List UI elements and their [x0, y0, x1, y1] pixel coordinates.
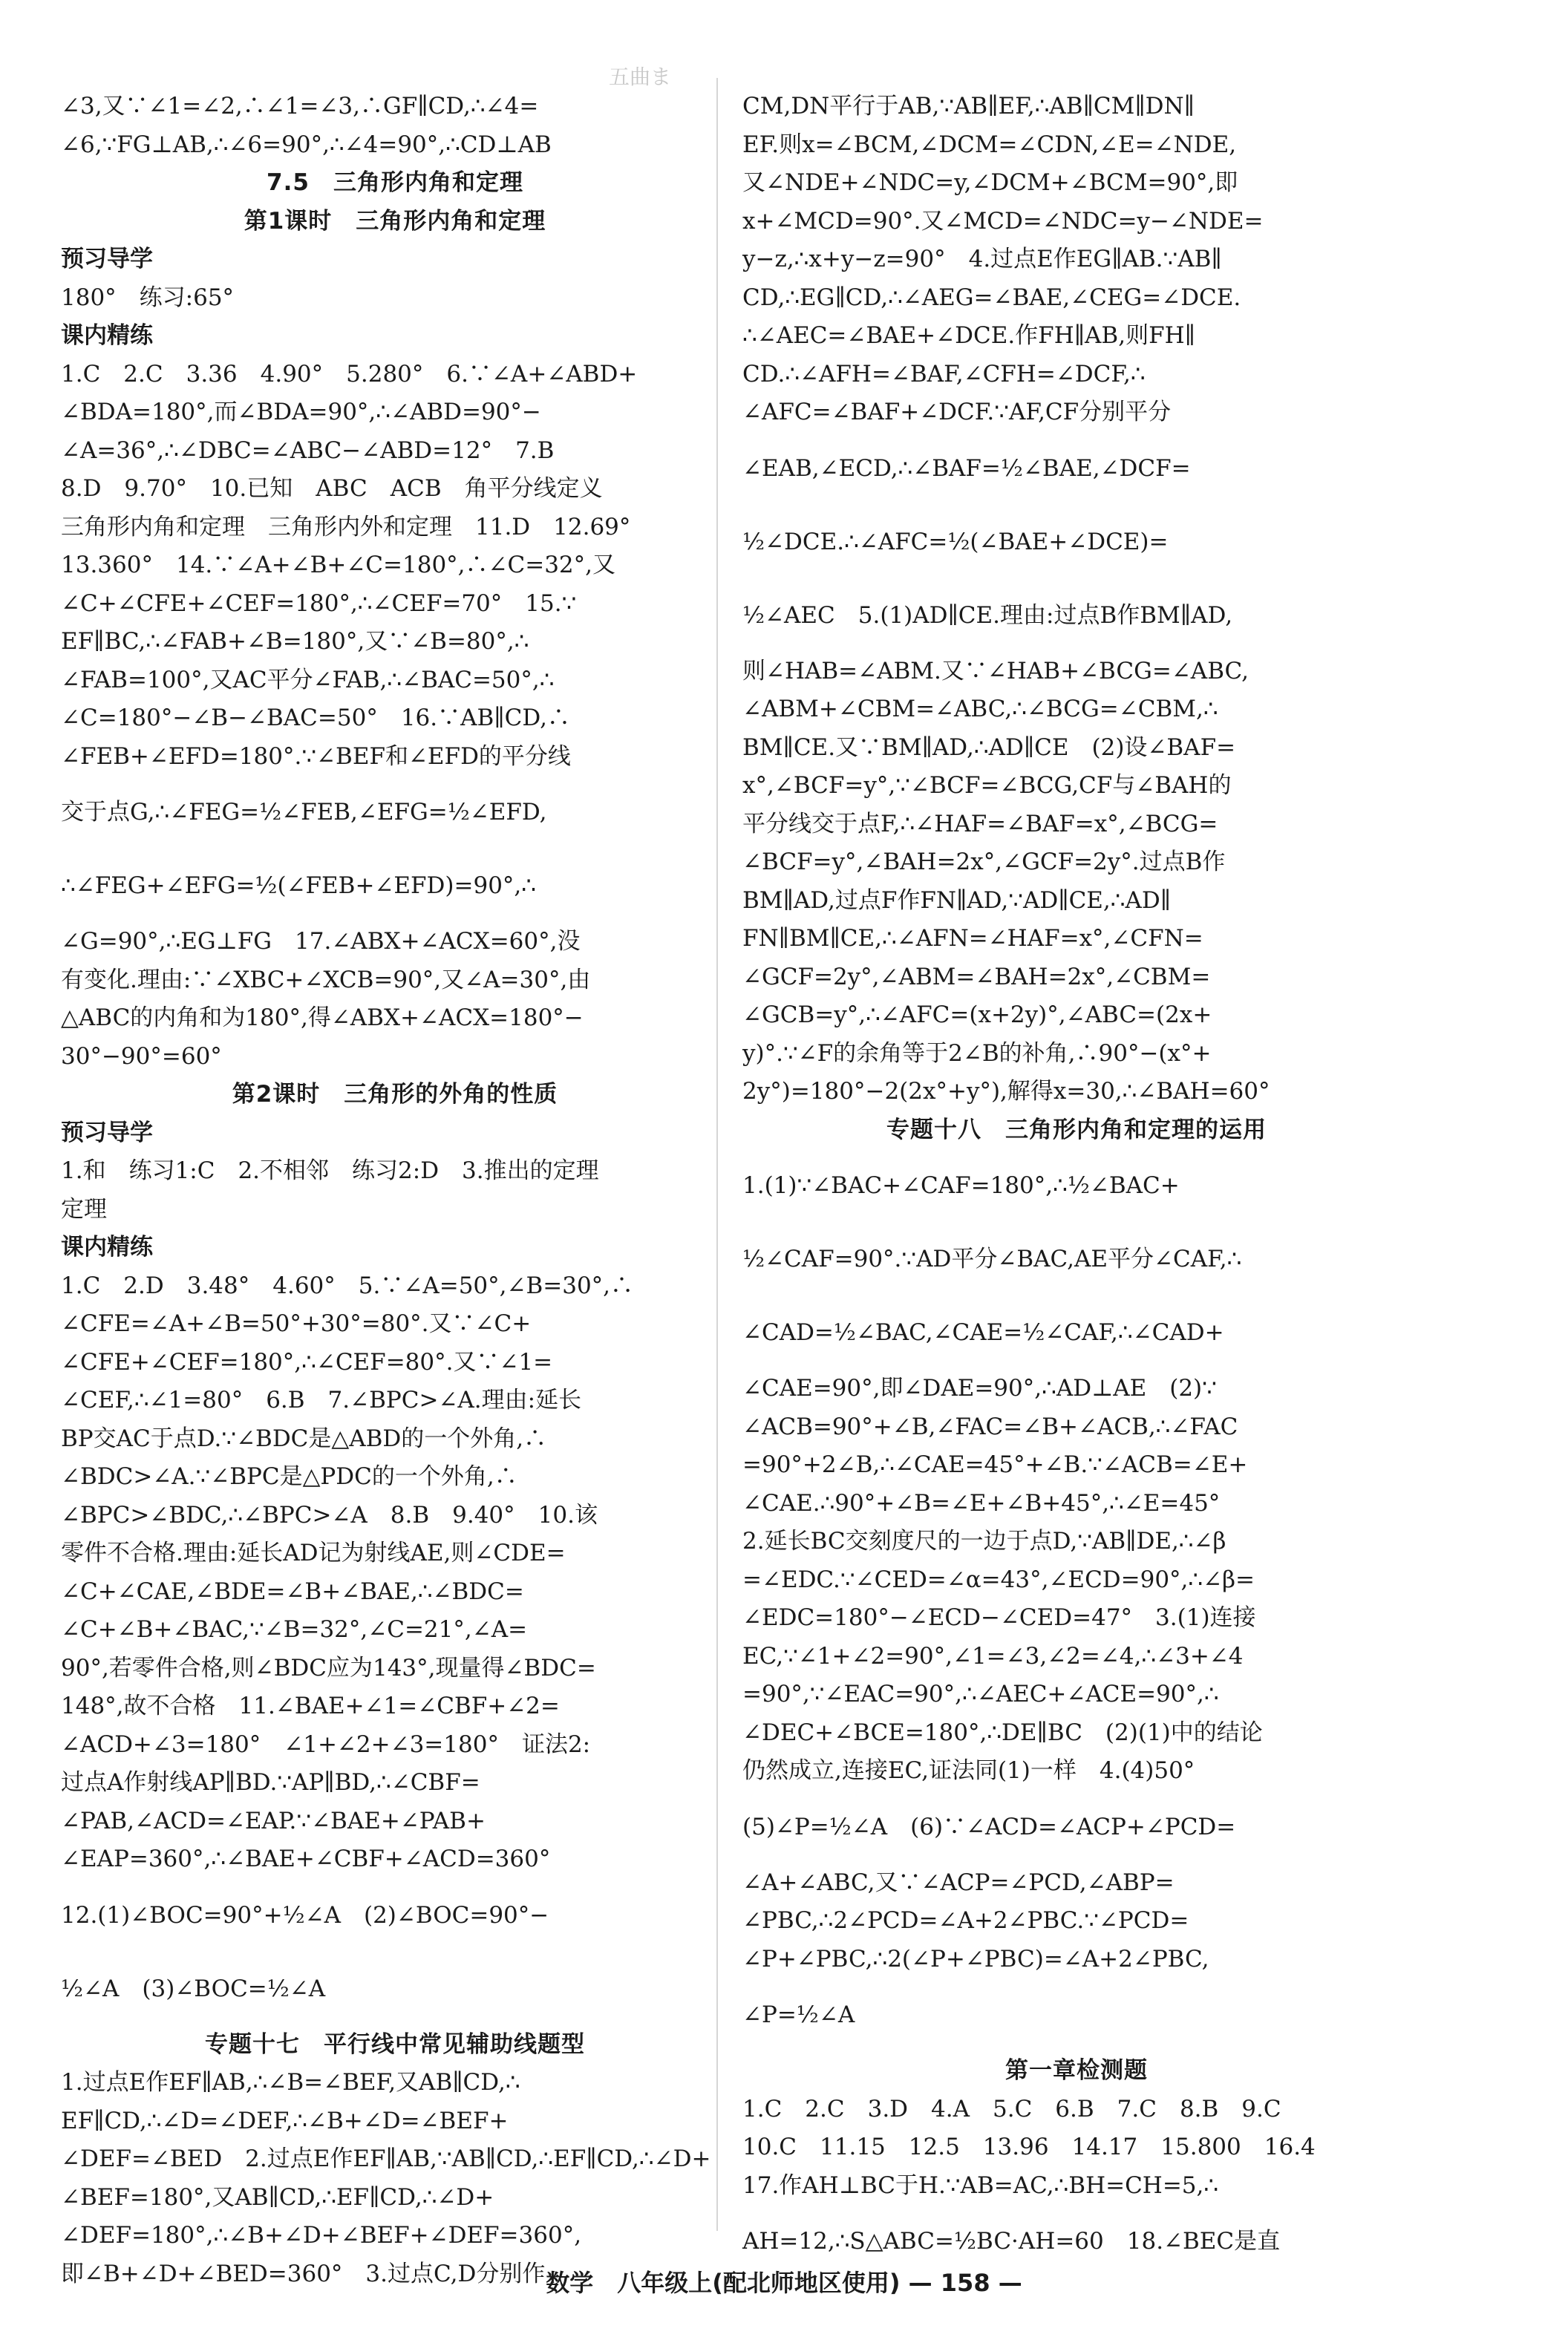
answer-line: 则∠HAB=∠ABM.又∵∠HAB+∠BCG=∠ABC,	[742, 657, 1250, 684]
answer-line: 三角形内角和定理 三角形内外和定理 11.D 12.69°	[61, 513, 631, 540]
answer-line: 仍然成立,连接EC,证法同(1)一样 4.(4)50°	[742, 1757, 1195, 1784]
answer-line: △ABC的内角和为180°,得∠ABX+∠ACX=180°−	[61, 1004, 584, 1031]
answer-line: ∠FAB=100°,又AC平分∠FAB,∴∠BAC=50°,∴	[61, 666, 555, 693]
answer-line: 零件不合格.理由:延长AD记为射线AE,则∠CDE=	[61, 1540, 566, 1566]
answer-line: ½∠A (3)∠BOC=½∠A	[61, 1975, 326, 2002]
answer-line: ∠PBC,∴2∠PCD=∠A+2∠PBC.∵∠PCD=	[742, 1907, 1189, 1934]
answer-line: 180° 练习:65°	[61, 284, 235, 311]
answer-line: ∠FEB+∠EFD=180°.∵∠BEF和∠EFD的平分线	[61, 742, 571, 770]
answer-line: ∠3,又∵∠1=∠2,∴∠1=∠3,∴GF∥CD,∴∠4=	[61, 93, 539, 120]
answer-line: 1.C 2.C 3.D 4.A 5.C 6.B 7.C 8.B 9.C	[742, 2095, 1281, 2122]
answer-line: 过点A作射线AP∥BD.∵AP∥BD,∴∠CBF=	[61, 1769, 480, 1796]
answer-line: ∠ACD+∠3=180° ∠1+∠2+∠3=180° 证法2:	[61, 1731, 591, 1758]
answer-line: CD.∴∠AFH=∠BAF,∠CFH=∠DCF,∴	[742, 360, 1146, 388]
answer-line: ∠GCF=2y°,∠ABM=∠BAH=2x°,∠CBM=	[742, 963, 1211, 990]
answer-line: 13.360° 14.∵∠A+∠B+∠C=180°,∴∠C=32°,又	[61, 552, 615, 578]
answer-line: ∠BCF=y°,∠BAH=2x°,∠GCF=2y°.过点B作	[742, 849, 1226, 875]
page-footer: 数学 八年级上(配北师地区使用) — 158 —	[546, 2269, 1022, 2297]
answer-line: ∠CFE+∠CEF=180°,∴∠CEF=80°.又∵∠1=	[61, 1348, 553, 1376]
answer-line: 交于点G,∴∠FEG=½∠FEB,∠EFG=½∠EFD,	[61, 799, 547, 826]
right-column	[742, 88, 1411, 2278]
answer-line: 12.(1)∠BOC=90°+½∠A (2)∠BOC=90°−	[61, 1901, 549, 1929]
answer-line: 30°−90°=60°	[61, 1042, 222, 1070]
answer-line: ∠C+∠CAE,∠BDE=∠B+∠BAE,∴∠BDC=	[61, 1578, 524, 1605]
answer-line: =∠EDC.∵∠CED=∠α=43°,∠ECD=90°,∴∠β=	[742, 1566, 1255, 1593]
answer-line: ∠DEC+∠BCE=180°,∴DE∥BC (2)(1)中的结论	[742, 1719, 1263, 1746]
answer-line: 平分线交于点F,∴∠HAF=∠BAF=x°,∠BCG=	[742, 810, 1218, 837]
answer-line: ∠ABM+∠CBM=∠ABC,∴∠BCG=∠CBM,∴	[742, 696, 1218, 722]
faint-stamp: 五曲ま	[609, 65, 672, 89]
answer-line: ∴∠FEG+∠EFG=½(∠FEB+∠EFD)=90°,∴	[61, 872, 536, 899]
answer-line: ∠CAE=90°,即∠DAE=90°,∴AD⊥AE (2)∵	[742, 1375, 1217, 1402]
answer-line: ∠C+∠B+∠BAC,∵∠B=32°,∠C=21°,∠A=	[61, 1616, 528, 1643]
section-heading: 7.5 三角形内角和定理	[267, 169, 523, 196]
answer-line: y)°.∵∠F的余角等于2∠B的补角,∴90°−(x°+	[742, 1039, 1212, 1067]
answer-line: ∠CEF,∴∠1=80° 6.B 7.∠BPC>∠A.理由:延长	[61, 1387, 582, 1414]
answer-line: x°,∠BCF=y°,∵∠BCF=∠BCG,CF与∠BAH的	[742, 772, 1232, 799]
answer-line: ½∠DCE.∴∠AFC=½(∠BAE+∠DCE)=	[742, 528, 1169, 555]
answer-line: EC,∵∠1+∠2=90°,∠1=∠3,∠2=∠4,∴∠3+∠4	[742, 1642, 1244, 1670]
section-heading: 第1课时 三角形内角和定理	[244, 207, 546, 235]
section-heading: 第2课时 三角形的外角的性质	[232, 1081, 558, 1108]
answer-line: ∴∠AEC=∠BAE+∠DCE.作FH∥AB,则FH∥	[742, 322, 1195, 349]
answer-line: ∠CAE.∴90°+∠B=∠E+∠B+45°,∴∠E=45°	[742, 1489, 1221, 1517]
answer-line: 8.D 9.70° 10.已知 ABC ACB 角平分线定义	[61, 475, 603, 502]
answer-line: 1.(1)∵∠BAC+∠CAF=180°,∴½∠BAC+	[742, 1172, 1180, 1199]
answer-line: 有变化.理由:∵∠XBC+∠XCB=90°,又∠A=30°,由	[61, 966, 591, 993]
answer-line: ∠DEF=180°,∴∠B+∠D+∠BEF+∠DEF=360°,	[61, 2222, 582, 2249]
answer-line: ∠BPC>∠BDC,∴∠BPC>∠A 8.B 9.40° 10.该	[61, 1501, 598, 1529]
answer-line: ∠EDC=180°−∠ECD−∠CED=47° 3.(1)连接	[742, 1604, 1256, 1631]
answer-line: 1.C 2.C 3.36 4.90° 5.280° 6.∵∠A+∠ABD+	[61, 360, 638, 388]
answer-line: ∠P=½∠A	[742, 2001, 855, 2028]
answer-line: BM∥CE.又∵BM∥AD,∴AD∥CE (2)设∠BAF=	[742, 733, 1236, 761]
answer-line: ∠A=36°,∴∠DBC=∠ABC−∠ABD=12° 7.B	[61, 437, 555, 464]
subsection-label: 课内精练	[61, 322, 153, 349]
answer-line: 17.作AH⊥BC于H.∵AB=AC,∴BH=CH=5,∴	[742, 2171, 1219, 2199]
left-column	[61, 88, 729, 2293]
answer-line: ∠BDC>∠A.∵∠BPC是△PDC的一个外角,∴	[61, 1463, 517, 1490]
section-heading: 第一章检测题	[1005, 2057, 1148, 2084]
answer-line: BM∥AD,过点F作FN∥AD,∵AD∥CE,∴AD∥	[742, 886, 1172, 914]
answer-line: ∠CFE=∠A+∠B=50°+30°=80°.又∵∠C+	[61, 1310, 532, 1337]
answer-line: ∠P+∠PBC,∴2(∠P+∠PBC)=∠A+2∠PBC,	[742, 1945, 1209, 1973]
answer-line: AH=12,∴S△ABC=½BC·AH=60 18.∠BEC是直	[742, 2228, 1281, 2255]
answer-line: 即∠B+∠D+∠BED=360° 3.过点C,D分别作	[61, 2260, 546, 2287]
answer-line: 148°,故不合格 11.∠BAE+∠1=∠CBF+∠2=	[61, 1693, 560, 1719]
answer-line: 1.C 2.D 3.48° 4.60° 5.∵∠A=50°,∠B=30°,∴	[61, 1272, 634, 1299]
answer-line: x+∠MCD=90°.又∠MCD=∠NDC=y−∠NDE=	[742, 207, 1264, 235]
answer-line: 90°,若零件合格,则∠BDC应为143°,现量得∠BDC=	[61, 1654, 596, 1682]
answer-line: ∠C=180°−∠B−∠BAC=50° 16.∵AB∥CD,∴	[61, 705, 570, 731]
answer-line: EF.则x=∠BCM,∠DCM=∠CDN,∠E=∠NDE,	[742, 131, 1237, 158]
answer-line: ½∠CAF=90°.∵AD平分∠BAC,AE平分∠CAF,∴	[742, 1246, 1242, 1272]
answer-line: ∠6,∵FG⊥AB,∴∠6=90°,∴∠4=90°,∴CD⊥AB	[61, 131, 552, 158]
column-divider	[716, 78, 718, 2231]
answer-line: 2.延长BC交刻度尺的一边于点D,∵AB∥DE,∴∠β	[742, 1528, 1226, 1555]
answer-line: ∠BDA=180°,而∠BDA=90°,∴∠ABD=90°−	[61, 399, 541, 425]
answer-line: ∠BEF=180°,又AB∥CD,∴EF∥CD,∴∠D+	[61, 2183, 494, 2211]
answer-line: ∠AFC=∠BAF+∠DCF.∵AF,CF分别平分	[742, 399, 1172, 425]
answer-line: FN∥BM∥CE,∴∠AFN=∠HAF=x°,∠CFN=	[742, 925, 1203, 952]
answer-line: ∠DEF=∠BED 2.过点E作EF∥AB,∵AB∥CD,∴EF∥CD,∴∠D+	[61, 2145, 711, 2172]
answer-line: ∠GCB=y°,∴∠AFC=(x+2y)°,∠ABC=(2x+	[742, 1001, 1212, 1028]
subsection-label: 课内精练	[61, 1234, 153, 1261]
subsection-label: 预习导学	[61, 246, 153, 272]
answer-line: 1.和 练习1:C 2.不相邻 练习2:D 3.推出的定理	[61, 1157, 599, 1184]
answer-line: 1.过点E作EF∥AB,∴∠B=∠BEF,又AB∥CD,∴	[61, 2069, 520, 2096]
answer-line: CD,∴EG∥CD,∴∠AEG=∠BAE,∠CEG=∠DCE.	[742, 284, 1241, 311]
section-heading: 专题十七 平行线中常见辅助线题型	[205, 2030, 585, 2058]
answer-line: CM,DN平行于AB,∵AB∥EF,∴AB∥CM∥DN∥	[742, 93, 1195, 120]
answer-line: ∠G=90°,∴EG⊥FG 17.∠ABX+∠ACX=60°,没	[61, 928, 581, 955]
answer-line: (5)∠P=½∠A (6)∵∠ACD=∠ACP+∠PCD=	[742, 1813, 1236, 1840]
answer-line: 定理	[61, 1195, 107, 1223]
answer-line: y−z,∴x+y−z=90° 4.过点E作EG∥AB.∵AB∥	[742, 246, 1222, 272]
answer-line: 又∠NDE+∠NDC=y,∠DCM+∠BCM=90°,即	[742, 169, 1238, 196]
answer-line: ∠EAP=360°,∴∠BAE+∠CBF+∠ACD=360°	[61, 1846, 551, 1872]
answer-line: ∠C+∠CFE+∠CEF=180°,∴∠CEF=70° 15.∵	[61, 589, 577, 617]
subsection-label: 预习导学	[61, 1119, 153, 1146]
answer-line: ∠ACB=90°+∠B,∠FAC=∠B+∠ACB,∴∠FAC	[742, 1413, 1238, 1440]
answer-line: EF∥BC,∴∠FAB+∠B=180°,又∵∠B=80°,∴	[61, 628, 529, 655]
answer-line: 10.C 11.15 12.5 13.96 14.17 15.800 16.4	[742, 2134, 1316, 2160]
answer-line: ∠EAB,∠ECD,∴∠BAF=½∠BAE,∠DCF=	[742, 454, 1191, 482]
answer-line: ½∠AEC 5.(1)AD∥CE.理由:过点B作BM∥AD,	[742, 601, 1233, 629]
answer-line: =90°,∵∠EAC=90°,∴∠AEC+∠ACE=90°,∴	[742, 1681, 1219, 1707]
answer-line: ∠A+∠ABC,又∵∠ACP=∠PCD,∠ABP=	[742, 1869, 1175, 1896]
answer-line: =90°+2∠B,∴∠CAE=45°+∠B.∵∠ACB=∠E+	[742, 1451, 1248, 1478]
answer-line: BP交AC于点D.∵∠BDC是△ABD的一个外角,∴	[61, 1425, 547, 1452]
answer-line: 2y°)=180°−2(2x°+y°),解得x=30,∴∠BAH=60°	[742, 1078, 1270, 1105]
answer-line: ∠CAD=½∠BAC,∠CAE=½∠CAF,∴∠CAD+	[742, 1319, 1224, 1346]
answer-line: ∠PAB,∠ACD=∠EAP.∵∠BAE+∠PAB+	[61, 1807, 486, 1834]
answer-line: EF∥CD,∴∠D=∠DEF,∴∠B+∠D=∠BEF+	[61, 2107, 509, 2134]
section-heading: 专题十八 三角形内角和定理的运用	[886, 1116, 1267, 1143]
